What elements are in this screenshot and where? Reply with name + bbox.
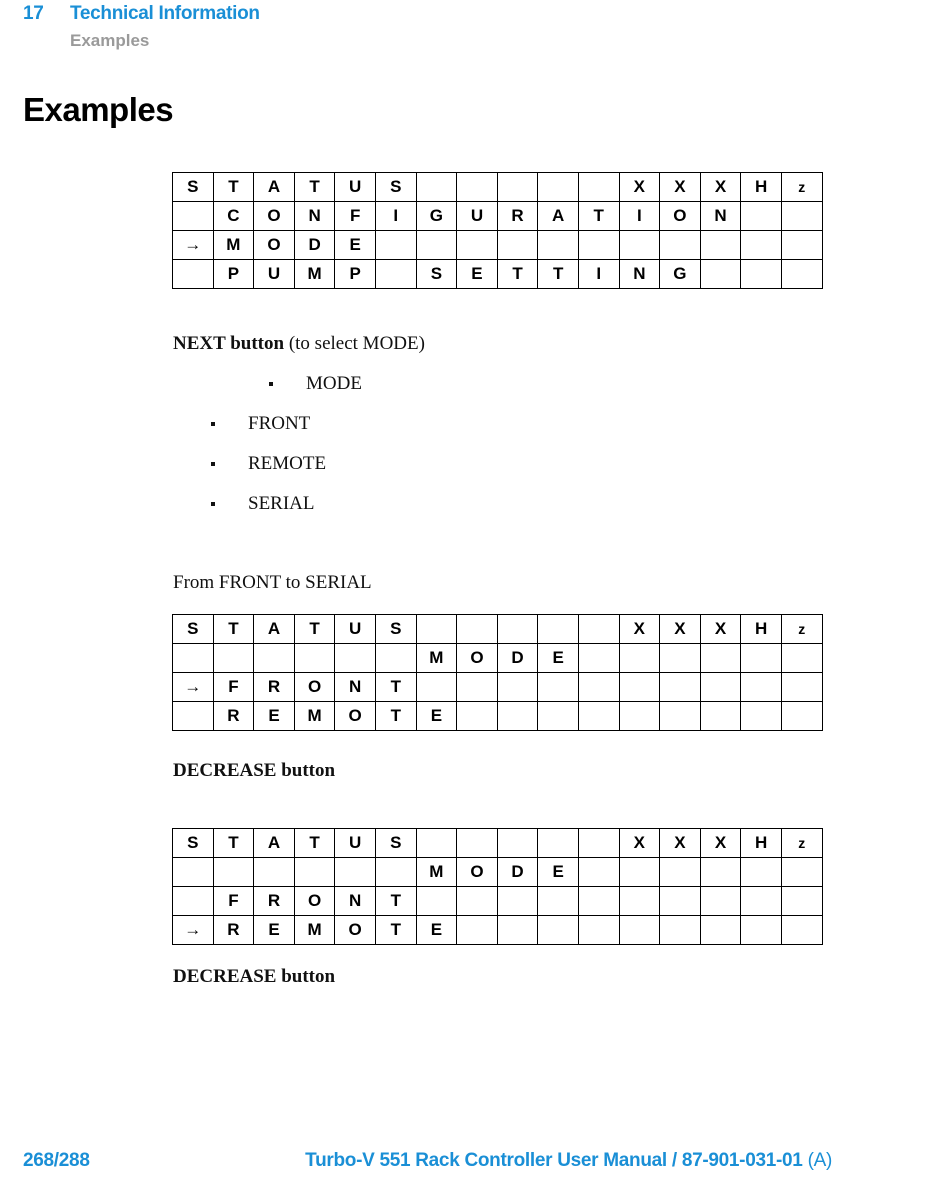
lcd-cell [497, 173, 538, 202]
lcd-cell: O [294, 673, 335, 702]
lcd-cell: T [375, 702, 416, 731]
lcd-cell [254, 858, 295, 887]
footer-document-title [305, 1150, 832, 1172]
lcd-row [173, 829, 823, 858]
lcd-cell: S [416, 260, 457, 289]
lcd-cell [497, 829, 538, 858]
next-button-label: NEXT button [173, 333, 285, 354]
lcd-cell [660, 887, 701, 916]
lcd-cell [619, 231, 660, 260]
lcd-cell [700, 702, 741, 731]
lcd-row [173, 916, 823, 945]
lcd-cell [497, 916, 538, 945]
bullet-icon [269, 382, 273, 386]
lcd-cell [416, 231, 457, 260]
lcd-cell: E [416, 702, 457, 731]
lcd-cell [781, 916, 822, 945]
lcd-cell: R [254, 673, 295, 702]
lcd-cell [457, 673, 498, 702]
lcd-cell: T [213, 615, 254, 644]
lcd-cell: R [213, 702, 254, 731]
lcd-cell [781, 202, 822, 231]
lcd-cell [335, 644, 376, 673]
lcd-cell [660, 702, 701, 731]
lcd-cell [416, 829, 457, 858]
lcd-cell [416, 615, 457, 644]
lcd-cell: X [660, 615, 701, 644]
lcd-cell: T [294, 615, 335, 644]
lcd-cell: O [254, 231, 295, 260]
lcd-cell [781, 231, 822, 260]
lcd-cell: M [294, 260, 335, 289]
lcd-cell [578, 887, 619, 916]
list-item-label: FRONT [248, 413, 311, 434]
lcd-cell [335, 858, 376, 887]
lcd-cell: U [457, 202, 498, 231]
lcd-cell: M [416, 644, 457, 673]
lcd-cell: S [173, 173, 214, 202]
lcd-cell: O [660, 202, 701, 231]
lcd-cell [457, 916, 498, 945]
lcd-cell [781, 673, 822, 702]
lcd-cell: T [497, 260, 538, 289]
lcd-cell [660, 916, 701, 945]
lcd-cell [416, 173, 457, 202]
lcd-cell [538, 702, 579, 731]
lcd-cell [741, 260, 782, 289]
lcd-cell: T [213, 829, 254, 858]
lcd-cell [781, 260, 822, 289]
lcd-cell [619, 673, 660, 702]
lcd-cell: U [335, 829, 376, 858]
lcd-cell [173, 644, 214, 673]
lcd-cell: X [700, 615, 741, 644]
lcd-cell [578, 858, 619, 887]
lcd-cell [213, 644, 254, 673]
lcd-cell [538, 173, 579, 202]
lcd-cell: H [741, 615, 782, 644]
decrease-button-instruction-2 [173, 966, 335, 988]
lcd-cell: X [619, 829, 660, 858]
footer-page-number: 268/288 [23, 1150, 90, 1171]
lcd-row [173, 702, 823, 731]
lcd-cell: F [213, 673, 254, 702]
lcd-cell [294, 858, 335, 887]
chapter-number: 17 [23, 3, 44, 24]
lcd-cell: N [700, 202, 741, 231]
lcd-cell [416, 673, 457, 702]
lcd-row [173, 644, 823, 673]
lcd-cell [173, 858, 214, 887]
lcd-cell [538, 231, 579, 260]
lcd-cell [375, 858, 416, 887]
lcd-cell: X [660, 173, 701, 202]
lcd-cell: A [254, 829, 295, 858]
lcd-cell: D [497, 858, 538, 887]
lcd-cell [700, 858, 741, 887]
from-front-to-serial-text: From FRONT to SERIAL [173, 572, 372, 593]
lcd-display-configuration [172, 172, 823, 289]
next-button-note: (to select MODE) [284, 333, 425, 354]
lcd-cell [660, 644, 701, 673]
lcd-cell [741, 916, 782, 945]
lcd-cell: N [335, 887, 376, 916]
lcd-cell: E [538, 644, 579, 673]
lcd-cell [538, 916, 579, 945]
lcd-cell [294, 644, 335, 673]
lcd-cell: I [619, 202, 660, 231]
lcd-cell [538, 829, 579, 858]
lcd-cell: O [335, 916, 376, 945]
lcd-cell [741, 202, 782, 231]
lcd-cell [497, 673, 538, 702]
lcd-cell [578, 644, 619, 673]
lcd-cell [375, 231, 416, 260]
lcd-cell: N [294, 202, 335, 231]
lcd-cell [578, 673, 619, 702]
lcd-cell [700, 887, 741, 916]
lcd-cell [781, 702, 822, 731]
lcd-cell: U [335, 615, 376, 644]
lcd-cell: M [294, 702, 335, 731]
lcd-cell: O [457, 858, 498, 887]
lcd-cell: E [457, 260, 498, 289]
lcd-cell [781, 887, 822, 916]
lcd-cell: D [294, 231, 335, 260]
lcd-cell [741, 231, 782, 260]
lcd-cell: I [578, 260, 619, 289]
lcd-cell: T [213, 173, 254, 202]
lcd-cell: H [741, 829, 782, 858]
lcd-cell: P [213, 260, 254, 289]
next-button-instruction [173, 333, 425, 355]
lcd-cell [578, 173, 619, 202]
lcd-cell: M [213, 231, 254, 260]
lcd-cell: R [497, 202, 538, 231]
lcd-cell: T [578, 202, 619, 231]
lcd-cell [578, 916, 619, 945]
lcd-cell [416, 887, 457, 916]
lcd-cell: X [619, 173, 660, 202]
lcd-cell: U [254, 260, 295, 289]
lcd-cell [578, 829, 619, 858]
lcd-row [173, 887, 823, 916]
lcd-cell: P [335, 260, 376, 289]
lcd-cell [781, 858, 822, 887]
lcd-cell [497, 702, 538, 731]
lcd-cell: S [375, 615, 416, 644]
decrease-button-instruction-1 [173, 760, 335, 782]
lcd-cell [660, 231, 701, 260]
lcd-row [173, 231, 823, 260]
bullet-icon [211, 462, 215, 466]
lcd-cell: I [375, 202, 416, 231]
lcd-cell [741, 673, 782, 702]
lcd-cell [700, 644, 741, 673]
lcd-cell [538, 673, 579, 702]
lcd-row [173, 615, 823, 644]
list-item-label: REMOTE [248, 453, 327, 474]
lcd-cell: O [457, 644, 498, 673]
lcd-cell [619, 887, 660, 916]
lcd-cell: → [173, 673, 214, 702]
lcd-cell: O [335, 702, 376, 731]
lcd-cell: T [375, 916, 416, 945]
lcd-cell [254, 644, 295, 673]
lcd-row [173, 173, 823, 202]
lcd-cell [700, 231, 741, 260]
lcd-cell: S [173, 829, 214, 858]
lcd-cell: X [700, 829, 741, 858]
lcd-cell [538, 887, 579, 916]
decrease-button-label: DECREASE button [173, 760, 336, 781]
lcd-cell [619, 858, 660, 887]
lcd-cell: z [781, 173, 822, 202]
lcd-cell [538, 615, 579, 644]
lcd-cell: z [781, 615, 822, 644]
lcd-cell [173, 887, 214, 916]
footer-document-name: Turbo-V 551 Rack Controller User Manual / 87-901-031-01 [305, 1150, 803, 1171]
lcd-cell [173, 702, 214, 731]
lcd-cell: T [375, 887, 416, 916]
lcd-cell [375, 260, 416, 289]
lcd-cell [457, 173, 498, 202]
list-item-label: SERIAL [248, 493, 315, 514]
lcd-cell: R [254, 887, 295, 916]
lcd-cell: F [213, 887, 254, 916]
lcd-cell: T [294, 173, 335, 202]
lcd-cell [497, 231, 538, 260]
lcd-cell: C [213, 202, 254, 231]
lcd-cell [741, 858, 782, 887]
list-item-label: MODE [306, 373, 362, 394]
lcd-cell: X [660, 829, 701, 858]
lcd-cell [781, 644, 822, 673]
lcd-cell: z [781, 829, 822, 858]
lcd-cell [173, 260, 214, 289]
lcd-cell: U [335, 173, 376, 202]
lcd-cell: S [375, 173, 416, 202]
lcd-cell [700, 916, 741, 945]
lcd-cell: F [335, 202, 376, 231]
lcd-cell: X [619, 615, 660, 644]
lcd-row [173, 202, 823, 231]
lcd-cell [457, 887, 498, 916]
lcd-cell: A [254, 615, 295, 644]
lcd-cell: G [416, 202, 457, 231]
lcd-cell [741, 887, 782, 916]
footer-revision: (A) [807, 1150, 832, 1171]
lcd-cell [700, 673, 741, 702]
lcd-cell: E [416, 916, 457, 945]
decrease-button-label: DECREASE button [173, 966, 336, 987]
lcd-cell: A [254, 173, 295, 202]
lcd-cell: S [173, 615, 214, 644]
lcd-cell [213, 858, 254, 887]
lcd-cell [457, 615, 498, 644]
lcd-cell: X [700, 173, 741, 202]
lcd-cell: O [294, 887, 335, 916]
lcd-cell [457, 231, 498, 260]
lcd-cell [619, 644, 660, 673]
lcd-cell: M [416, 858, 457, 887]
lcd-cell: G [660, 260, 701, 289]
lcd-cell [700, 260, 741, 289]
lcd-cell [578, 702, 619, 731]
lcd-cell: E [538, 858, 579, 887]
lcd-cell: O [254, 202, 295, 231]
lcd-cell [619, 916, 660, 945]
lcd-cell [741, 702, 782, 731]
lcd-cell: T [294, 829, 335, 858]
lcd-cell [457, 829, 498, 858]
lcd-cell [741, 644, 782, 673]
lcd-cell: N [619, 260, 660, 289]
lcd-cell: R [213, 916, 254, 945]
lcd-cell: E [254, 916, 295, 945]
lcd-cell: S [375, 829, 416, 858]
lcd-cell [457, 702, 498, 731]
bullet-icon [211, 502, 215, 506]
lcd-cell [497, 615, 538, 644]
lcd-cell: T [375, 673, 416, 702]
lcd-cell [578, 615, 619, 644]
lcd-cell [660, 858, 701, 887]
lcd-cell: T [538, 260, 579, 289]
lcd-cell: D [497, 644, 538, 673]
lcd-cell [375, 644, 416, 673]
lcd-cell [173, 202, 214, 231]
page-title: Examples [23, 91, 174, 128]
chapter-title: Technical Information [70, 3, 260, 24]
lcd-row [173, 858, 823, 887]
lcd-row [173, 673, 823, 702]
section-subtitle: Examples [70, 31, 150, 50]
lcd-cell: → [173, 231, 214, 260]
bullet-icon [211, 422, 215, 426]
lcd-display-mode-remote [172, 828, 823, 945]
lcd-cell: E [254, 702, 295, 731]
lcd-row [173, 260, 823, 289]
lcd-cell: A [538, 202, 579, 231]
lcd-cell: N [335, 673, 376, 702]
lcd-cell: M [294, 916, 335, 945]
lcd-cell: E [335, 231, 376, 260]
lcd-display-mode-front [172, 614, 823, 731]
lcd-cell: → [173, 916, 214, 945]
lcd-cell [497, 887, 538, 916]
lcd-cell: H [741, 173, 782, 202]
lcd-cell [619, 702, 660, 731]
lcd-cell [660, 673, 701, 702]
lcd-cell [578, 231, 619, 260]
